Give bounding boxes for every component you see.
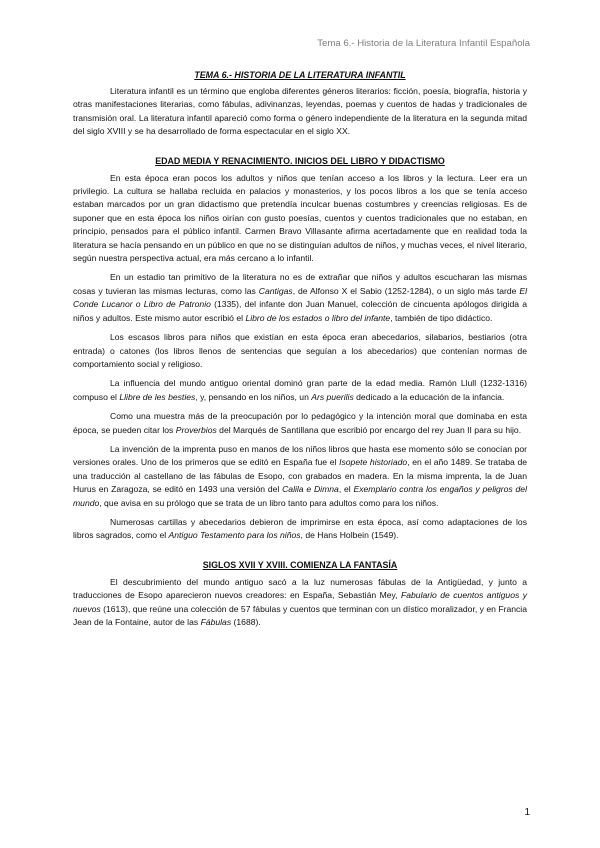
running-header: Tema 6.- Historia de la Literatura Infantil Española	[317, 38, 530, 49]
text-run: , el	[338, 484, 354, 495]
text-run: del Marqués de Santillana que escribió por encargo del rey Juan II para su hijo.	[216, 424, 522, 435]
paragraph	[73, 271, 527, 325]
text-run: , de Hans Holbein (1549).	[300, 530, 399, 541]
document-title: TEMA 6.- HISTORIA DE LA LITERATURA INFANTIL	[194, 70, 406, 80]
work-title: Proverbios	[175, 424, 217, 435]
text-run: Numerosas cartillas y abecedarios debieron de imprimirse en esta época, así como adaptaciones de los libros sagrados, como el	[73, 516, 527, 541]
work-title: Libro de los estados o libro del infante	[245, 312, 391, 323]
paragraph: En esta época eran pocos los adultos y niños que tenían acceso a los libros y la lectura. Leer era un privilegio. La cultura se hallaba recluida en palacios y monasterios, y los pocos libros a los que se tenía acceso estaban marcados por un gran didactismo que pretendía inculcar buenas costumbres y creencias religiosas. Es de suponer que en esta época los niños oirían con gusto poesías, cuentos y cuentos tradicionales que no estaban, en principio, pensados para el público infantil. Carmen Bravo Villasante afirma acertadamente que en realidad toda la literatura se hacía pensando en un público en que no se distinguían adultos de niños, y muchas veces, el nivel literario, según nuestra perspectiva actual, era más cercano a lo infantil.	[73, 172, 527, 264]
text-run: En un estadio tan primitivo de la literatura no es de extrañar que niños y adultos escucharan las mismas cosas y tuvieran las mismas lecturas, como las	[73, 272, 527, 296]
document-body	[73, 70, 527, 635]
text-run: dedicado a la educación de la infancia.	[353, 391, 505, 402]
page-number: 1	[524, 807, 530, 818]
section-heading-siglos-xvii-xviii: SIGLOS XVII Y XVIII. COMIENZA LA FANTASÍA	[202, 559, 398, 570]
paragraph	[73, 377, 527, 404]
intro-paragraph: Literatura infantil es un término que engloba diferentes géneros literarios: ficción, poesía, biografía, historia y otras manifestaciones literarias, como fábulas, adivinanzas, leyendas, poemas y cuentos de hadas y tradicionales de transmisión oral. La literatura infantil apareció como forma o género independiente de la literatura en la segunda mitad del siglo XVIII y se ha desarrollado de forma espectacular en el siglo XX.	[73, 86, 527, 137]
text-run: (1335), del infante don Juan Manuel, colección de cincuenta apólogos dirigida a niños y adultos. Este mismo autor escribió el	[73, 299, 527, 323]
text-run: La influencia del mundo antiguo oriental dominó gran parte de la edad media. Ramón Llull (1232-1316) compuso el	[73, 378, 527, 402]
work-title: Fabulario de cuentos antiguos y nuevos	[73, 590, 528, 614]
paragraph	[73, 516, 527, 543]
work-title: Fábulas	[200, 617, 232, 627]
text-run: , también de tipo didáctico.	[390, 312, 493, 323]
paragraph	[73, 410, 527, 437]
text-run: Como una muestra más de la preocupación por lo pedagógico y la intención moral que dominaba en esta época, se pueden citar los	[73, 411, 527, 435]
work-title: El Conde Lucanor o Libro de Patronio	[73, 285, 527, 310]
text-run: El descubrimiento del mundo antiguo sacó a la luz numerosas fábulas de la Antigüedad, y junto a traducciones de Esopo aparecieron nuevos creadores: en España, Sebastián Mey,	[73, 576, 527, 601]
work-title: Isopete historiado	[339, 457, 408, 468]
text-run: La invención de la imprenta puso en manos de los niños libros que hasta ese momento sólo se conocían por versiones orales. Uno de los primeros que se editó en España fue el	[73, 443, 527, 468]
work-title: Antiguo Testamento para los niños	[168, 530, 301, 541]
work-title: Llibre de les besties	[119, 391, 196, 402]
paragraph: Los escasos libros para niños que existían en esta época eran abecedarios, silabarios, bestiarios (otra entrada) o catones (los libros llenos de sentencias que seguían a los abecedarios) que contenían normas de comportamiento social y religioso.	[73, 332, 527, 369]
text-run: (1613), que reúne una colección de 57 fábulas y cuentos que terminan con un dístico moralizador, y en Francia Jean de la Fontaine, autor de las	[73, 603, 527, 627]
text-run: , de Alfonso X el Sabio (1252-1284), o un siglo más tarde	[292, 285, 520, 296]
text-run: , en el año 1489. Se trataba de una traducción al castellano de las fábulas de Esopo, con grabados en madera. En la misma imprenta, la de Juan Hurus en Zaragoza, se editó en 1493 una versión del	[73, 457, 527, 495]
section-heading-edad-media: EDAD MEDIA Y RENACIMIENTO. INICIOS DEL LIBRO Y DIDACTISMO	[155, 155, 445, 166]
paragraph	[73, 576, 527, 630]
text-run: , que avisa en su prólogo que se trata de un libro tanto para adultos como para los niños.	[99, 497, 439, 508]
paragraph	[73, 443, 527, 510]
work-title: Exemplario contra los engaños y peligros del mundo	[73, 484, 527, 508]
text-run: , y, pensando en los niños, un	[195, 391, 312, 402]
work-title: Cantigas	[258, 285, 293, 296]
text-run: (1688).	[231, 617, 261, 627]
work-title: Ars puerilis	[311, 391, 354, 402]
work-title: Calila e Dimna	[282, 484, 339, 495]
